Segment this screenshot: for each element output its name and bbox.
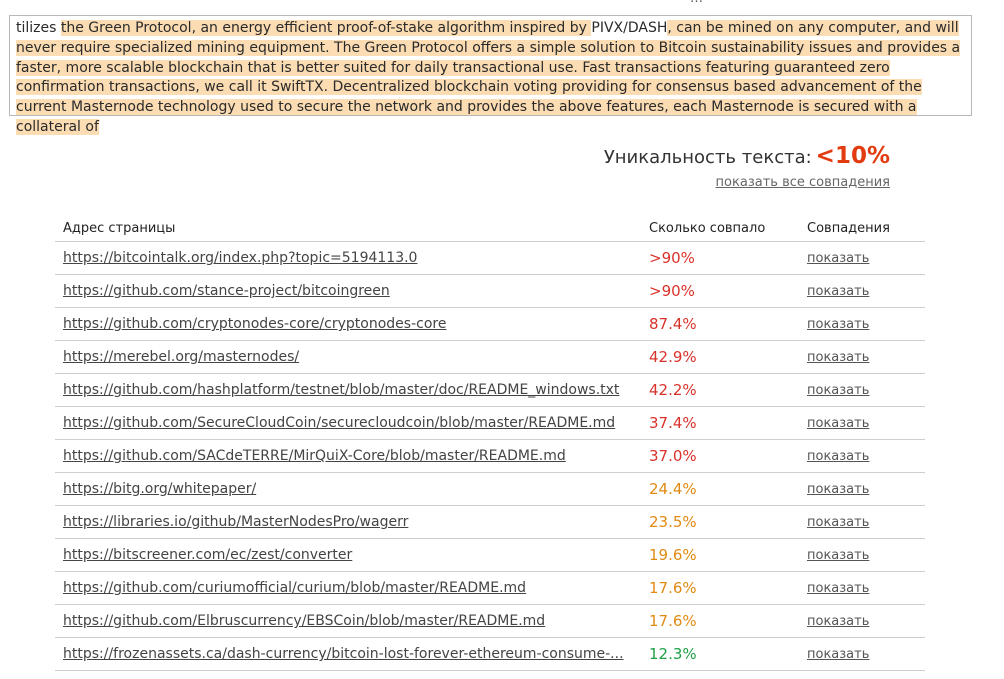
column-header-url: Адрес страницы [55,200,641,242]
show-matches-link[interactable]: показать [807,581,870,596]
url-cell [55,506,641,539]
show-cell [799,638,925,671]
url-cell [55,374,641,407]
show-matches-link[interactable]: показать [807,350,870,365]
match-percent: 24.4% [641,473,799,506]
table-row [55,440,925,473]
table-row [55,539,925,572]
table-row [55,473,925,506]
show-cell [799,473,925,506]
url-cell [55,539,641,572]
show-matches-link[interactable]: показать [807,515,870,530]
match-percent: 42.2% [641,374,799,407]
checked-text-box [9,15,972,135]
table-row [55,341,925,374]
column-header-matches: Совпадения [799,200,925,242]
show-cell [799,539,925,572]
text-segment: , can be mined on any computer, and will never require specialized mining equipment. The Green Protocol offers a simple solution to Bitcoin sustainability issues and provides a faster, more scalable blockchain that is better suited for daily transactional use. Fast transactions featuring guaranteed zero confirmation transactions, we call it SwiftTX. Decentralized blockchain voting providing for consensus based advancement of the current Masternode technology used to secure the network and provides the above features, each Masternode is secured with a collateral of [16,20,961,135]
show-cell [799,275,925,308]
show-cell [799,506,925,539]
url-cell [55,275,641,308]
match-percent: 19.6% [641,539,799,572]
show-cell [799,572,925,605]
table-header-row [55,200,925,242]
truncated-header-text [690,0,703,6]
page-url-link[interactable]: https://github.com/cryptonodes-core/cryptonodes-core [63,316,447,332]
page-url-link[interactable]: https://github.com/stance-project/bitcoingreen [63,283,390,299]
page-url-link[interactable]: https://bitscreener.com/ec/zest/converter [63,547,353,563]
page-url-link[interactable]: https://github.com/hashplatform/testnet/blob/master/doc/README_windows.txt [63,382,620,398]
show-cell [799,605,925,638]
uniqueness-label: Уникальность текста: [603,147,812,168]
page-url-link[interactable]: https://frozenassets.ca/dash-currency/bitcoin-lost-forever-ethereum-consume-... [63,646,624,662]
matches-table [55,200,925,671]
url-cell [55,341,641,374]
url-cell [55,638,641,671]
show-cell [799,242,925,275]
show-matches-link[interactable]: показать [807,449,870,464]
table-row [55,638,925,671]
match-percent: 12.3% [641,638,799,671]
page-url-link[interactable]: https://github.com/SecureCloudCoin/securecloudcoin/blob/master/README.md [63,415,616,431]
show-cell [799,308,925,341]
page-url-link[interactable]: https://github.com/curiumofficial/curium/blob/master/README.md [63,580,527,596]
text-segment: PIVX/DASH [591,20,668,36]
url-cell [55,242,641,275]
show-matches-link[interactable]: показать [807,317,870,332]
show-all-matches-link[interactable]: показать все совпадения [715,175,890,190]
page-url-link[interactable]: https://libraries.io/github/MasterNodesPro/wagerr [63,514,409,530]
uniqueness-summary [604,143,890,169]
table-row [55,605,925,638]
show-matches-link[interactable]: показать [807,383,870,398]
page-url-link[interactable]: https://bitcointalk.org/index.php?topic=5194113.0 [63,250,418,266]
text-segment: the Green Protocol, an energy efficient proof-of-stake algorithm inspired by [60,20,592,36]
show-matches-link[interactable]: показать [807,647,870,662]
uniqueness-value: <10% [815,143,890,169]
match-percent: 37.0% [641,440,799,473]
show-matches-link[interactable]: показать [807,416,870,431]
page-url-link[interactable]: https://github.com/SACdeTERRE/MirQuiX-Core/blob/master/README.md [63,448,566,464]
show-matches-link[interactable]: показать [807,614,870,629]
match-percent: 87.4% [641,308,799,341]
table-row [55,275,925,308]
url-cell [55,407,641,440]
table-row [55,374,925,407]
show-cell [799,341,925,374]
show-cell [799,374,925,407]
show-matches-link[interactable]: показать [807,482,870,497]
show-cell [799,407,925,440]
url-cell [55,572,641,605]
url-cell [55,308,641,341]
page-url-link[interactable]: https://merebel.org/masternodes/ [63,349,300,365]
table-row [55,407,925,440]
match-percent: 17.6% [641,605,799,638]
url-cell [55,440,641,473]
match-percent: 23.5% [641,506,799,539]
table-row [55,506,925,539]
url-cell [55,605,641,638]
show-cell [799,440,925,473]
column-header-match-percent: Сколько совпало [641,200,799,242]
match-percent: 17.6% [641,572,799,605]
page-url-link[interactable]: https://github.com/Elbruscurrency/EBSCoin/blob/master/README.md [63,613,546,629]
show-matches-link[interactable]: показать [807,251,870,266]
match-percent: 42.9% [641,341,799,374]
table-row [55,308,925,341]
table-row [55,572,925,605]
table-row [55,242,925,275]
url-cell [55,473,641,506]
show-matches-link[interactable]: показать [807,284,870,299]
show-matches-link[interactable]: показать [807,548,870,563]
match-percent: >90% [641,275,799,308]
match-percent: 37.4% [641,407,799,440]
text-prefix: tilizes [16,20,61,36]
match-percent: >90% [641,242,799,275]
page-url-link[interactable]: https://bitg.org/whitepaper/ [63,481,257,497]
